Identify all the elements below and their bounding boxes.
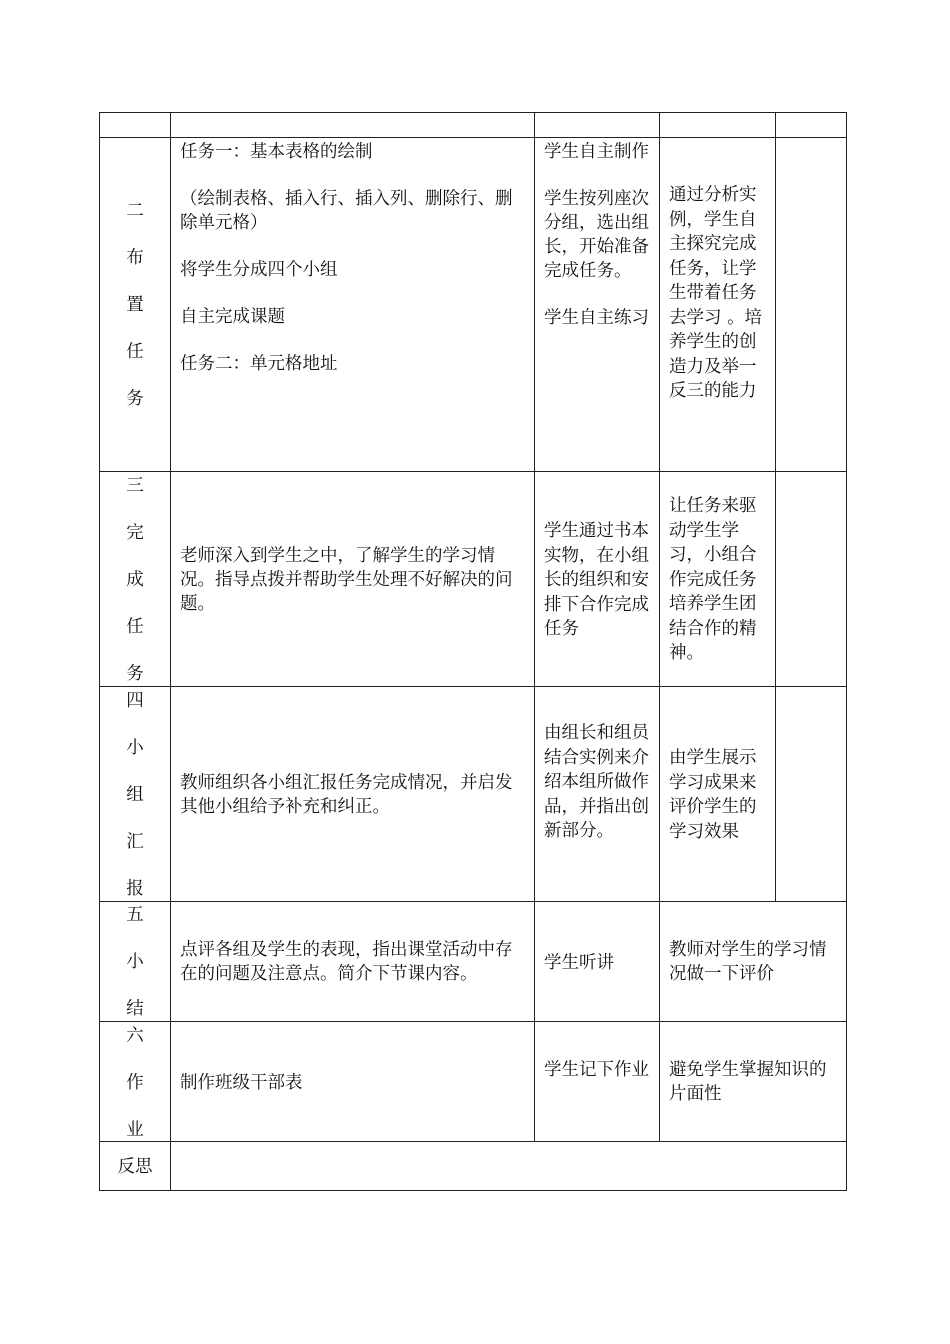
student-line: 学生自主练习 xyxy=(544,308,649,328)
stage-char: 业 xyxy=(126,1120,144,1140)
design-purpose: 让任务来驱动学生学习，小组合作完成任务培养学生团结合作的精神。 xyxy=(669,496,757,663)
stage-char: 务 xyxy=(126,664,144,684)
content-line: 任务二：单元格地址 xyxy=(180,354,338,374)
student-line: 学生自主制作 xyxy=(544,142,649,162)
student-activity xyxy=(544,140,652,330)
stage-char: 任 xyxy=(126,617,144,637)
teacher-activity: 点评各组及学生的表现，指出课堂活动中存在的问题及注意点。简介下节课内容。 xyxy=(180,940,513,984)
design-purpose: 通过分析实例，学生自主探究完成任务，让学生带着任务去学习 。培养学生的创造力及举一反三的能力 xyxy=(669,185,763,401)
stage-char: 作 xyxy=(126,1073,144,1093)
content-line: 自主完成课题 xyxy=(180,307,285,327)
stage-char: 三 xyxy=(126,476,144,496)
content-line: 任务一：基本表格的绘制 xyxy=(180,142,373,162)
design-purpose: 教师对学生的学习情况做一下评价 xyxy=(669,940,827,984)
student-activity: 由组长和组员结合实例来介绍本组所做作品，并指出创新部分。 xyxy=(544,723,649,841)
reflection-content xyxy=(171,1142,846,1190)
stage-char: 小 xyxy=(126,952,144,972)
stage-char: 务 xyxy=(126,389,144,409)
stage-char: 结 xyxy=(126,999,144,1019)
stage-char: 成 xyxy=(126,570,144,590)
design-purpose: 由学生展示学习成果来评价学生的学习效果 xyxy=(669,748,757,842)
stage-char: 五 xyxy=(126,905,144,925)
stage-char: 汇 xyxy=(126,832,144,852)
design-purpose: 避免学生掌握知识的片面性 xyxy=(669,1060,827,1104)
student-line: 学生按列座次分组，选出组长，开始准备完成任务。 xyxy=(544,189,649,281)
teacher-activity: 教师组织各小组汇报任务完成情况，并启发其他小组给予补充和纠正。 xyxy=(180,773,513,817)
stage-char: 完 xyxy=(126,523,144,543)
stage-char: 小 xyxy=(126,738,144,758)
content-line: （绘制表格、插入行、插入列、删除行、删除单元格） xyxy=(180,189,513,233)
stage-char: 置 xyxy=(126,295,144,315)
stage-char: 二 xyxy=(126,201,144,221)
reflection-label: 反思 xyxy=(117,1157,153,1177)
student-activity: 学生通过书本实物，在小组长的组织和安排下合作完成任务 xyxy=(544,521,649,639)
stage-char: 任 xyxy=(126,342,144,362)
teacher-activity: 制作班级干部表 xyxy=(180,1073,303,1093)
stage-char: 四 xyxy=(126,691,144,711)
stage-char: 布 xyxy=(126,248,144,268)
stage-char: 报 xyxy=(126,879,144,899)
student-activity: 学生记下作业 xyxy=(544,1060,649,1080)
student-activity: 学生听讲 xyxy=(544,953,614,973)
teacher-activity xyxy=(180,140,526,376)
stage-char: 六 xyxy=(126,1026,144,1046)
teacher-activity: 老师深入到学生之中，了解学生的学习情况。指导点拨并帮助学生处理不好解决的问题。 xyxy=(180,546,513,614)
content-line: 将学生分成四个小组 xyxy=(180,260,338,280)
stage-char: 组 xyxy=(126,785,144,805)
